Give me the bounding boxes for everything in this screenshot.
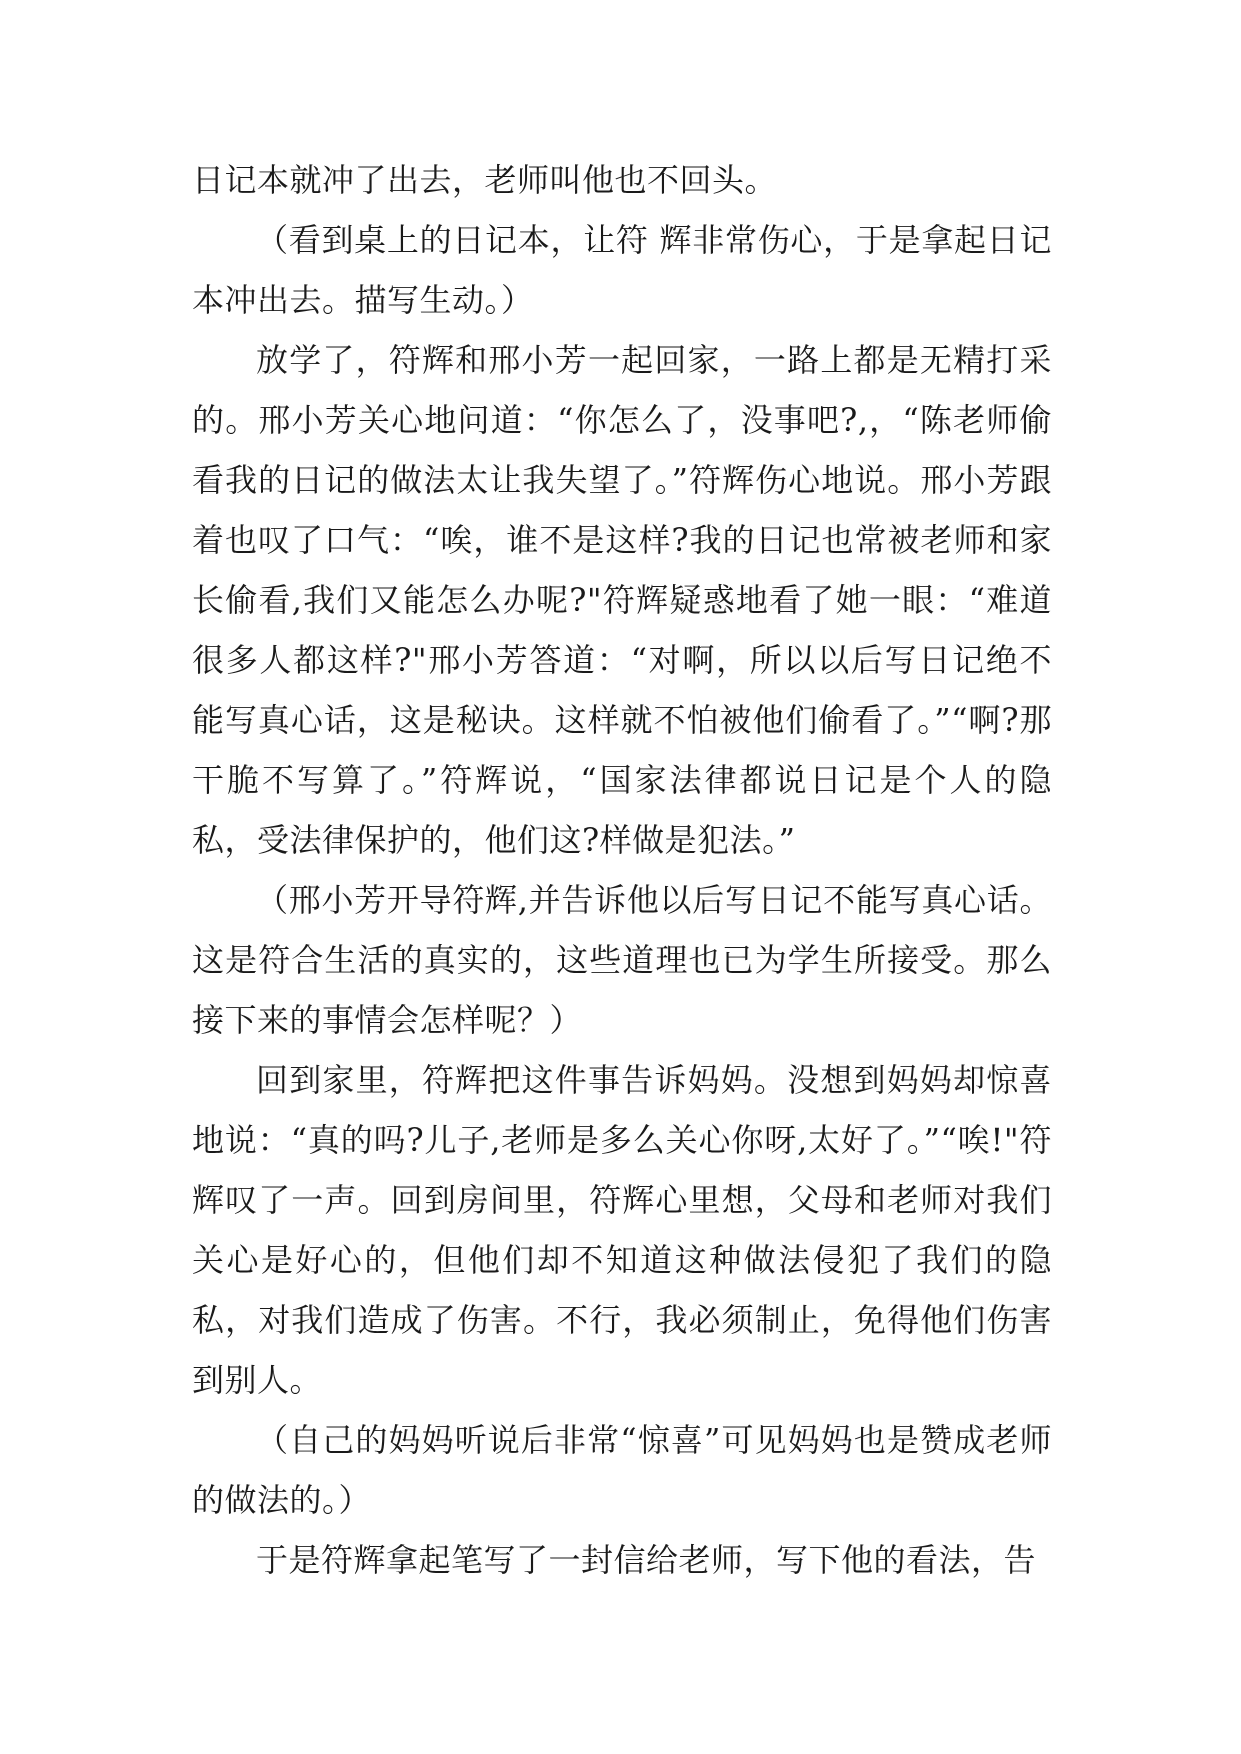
paragraph-6-commentary: （自己的妈妈听说后非常“惊喜”可见妈妈也是赞成老师的做法的。） [192, 1421, 1052, 1519]
document-body [192, 150, 1052, 1590]
paragraph-4-commentary: （邢小芳开导符辉,并告诉他以后写日记不能写真心话。这是符合生活的真实的，这些道理也已为学生所接受。那么接下来的事情会怎样呢？） [192, 881, 1052, 1039]
paragraph-5: 回到家里，符辉把这件事告诉妈妈。没想到妈妈却惊喜地说：“真的吗?儿子,老师是多么关心你呀,太好了。”“唉!"符辉叹了一声。回到房间里，符辉心里想，父母和老师对我们关心是好心的，但他们却不知道这种做法侵犯了我们的隐私，对我们造成了伤害。不行，我必须制止，免得他们伤害到别人。 [192, 1061, 1052, 1399]
paragraph-1: 日记本就冲了出去，老师叫他也不回头。 [192, 161, 778, 199]
paragraph-3: 放学了，符辉和邢小芳一起回家，一路上都是无精打采的。邢小芳关心地问道：“你怎么了，没事吧?,，“陈老师偷看我的日记的做法太让我失望了。”符辉伤心地说。邢小芳跟着也叹了口气：“唉，谁不是这样?我的日记也常被老师和家长偷看,我们又能怎么办呢?"符辉疑惑地看了她一眼：“难道很多人都这样?"邢小芳答道：“对啊，所以以后写日记绝不能写真心话，这是秘诀。这样就不怕被他们偷看了。”“啊?那干脆不写算了。”符辉说，“国家法律都说日记是个人的隐私，受法律保护的，他们这?样做是犯法。” [192, 341, 1052, 859]
paragraph-2-commentary: （看到桌上的日记本，让符 辉非常伤心，于是拿起日记本冲出去。描写生动。） [192, 221, 1052, 319]
paragraph-7: 于是符辉拿起笔写了一封信给老师，写下他的看法，告 [256, 1541, 1037, 1579]
